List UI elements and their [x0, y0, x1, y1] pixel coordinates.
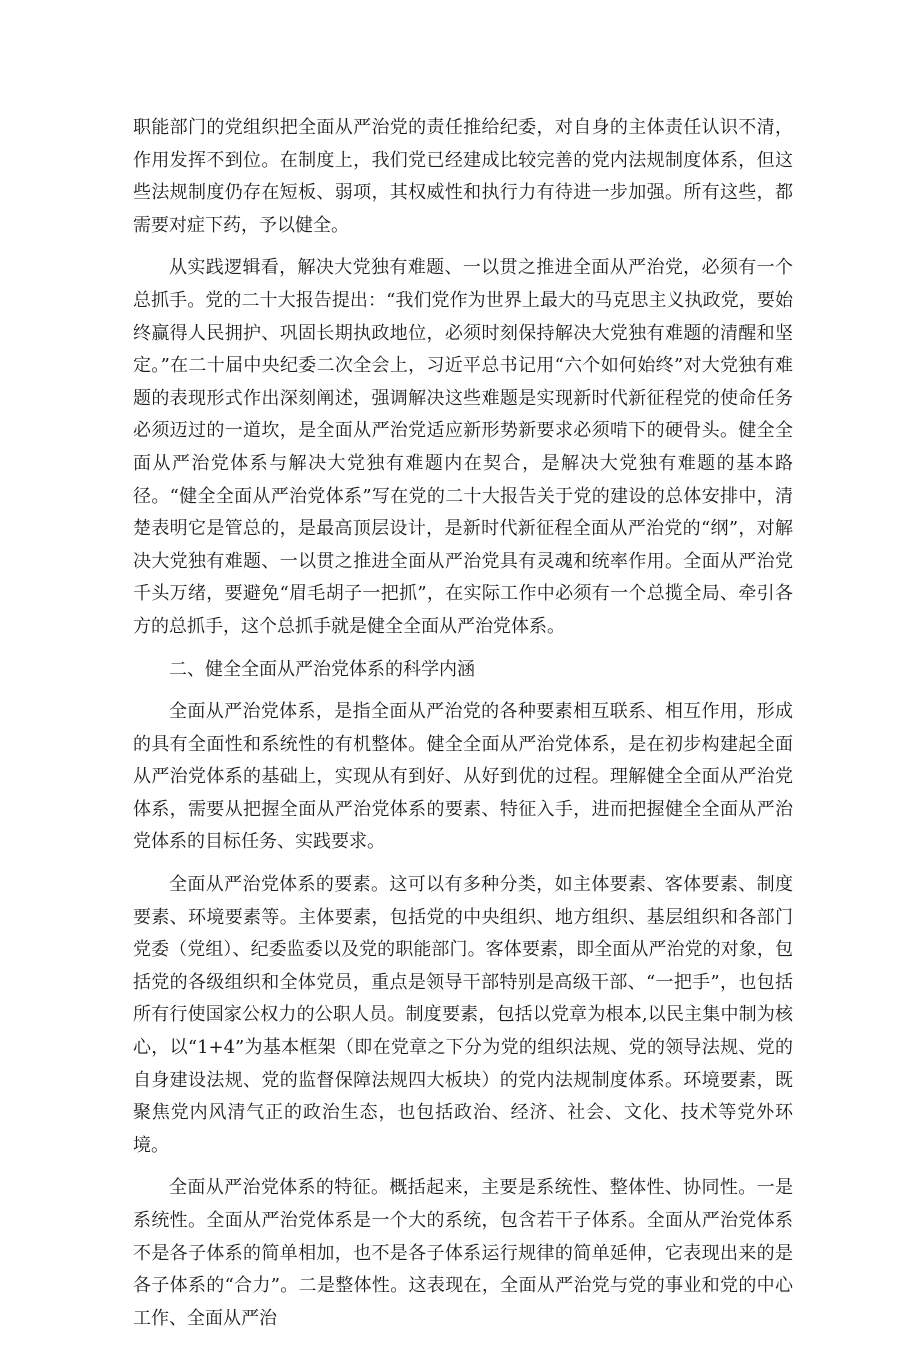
paragraph-elements: 全面从严治党体系的要素。这可以有多种分类，如主体要素、客体要素、制度要素、环境要素等。主体要素，包括党的中央组织、地方组织、基层组织和各部门党委（党组）、纪委监委以及党的职能部门。客体要素，即全面从严治党的对象，包括党的各级组织和全体党员，重点是领导干部特别是高级干部、“一把手”，也包括所有行使国家公权力的公职人员。制度要素，包括以党章为根本,以民主集中制为核心，以“1+4”为基本框架（即在党章之下分为党的组织法规、党的领导法规、党的自身建设法规、党的监督保障法规四大板块）的党内法规制度体系。环境要素，既聚焦党内风清气正的政治生态，也包括政治、经济、社会、文化、技术等党外环境。 — [133, 874, 793, 1156]
document-page — [133, 112, 793, 1345]
paragraph-continued: 职能部门的党组织把全面从严治党的责任推给纪委，对自身的主体责任认识不清，作用发挥不到位。在制度上，我们党已经建成比较完善的党内法规制度体系，但这些法规制度仍存在短板、弱项，其权威性和执行力有待进一步加强。所有这些，都需要对症下药，予以健全。 — [133, 117, 793, 236]
paragraph-features: 全面从严治党体系的特征。概括起来，主要是系统性、整体性、协同性。一是系统性。全面从严治党体系是一个大的系统，包含若干子体系。全面从严治党体系不是各子体系的简单相加，也不是各子体系运行规律的简单延伸，它表现出来的是各子体系的“合力”。二是整体性。这表现在，全面从严治党与党的事业和党的中心工作、全面从严治 — [133, 1177, 793, 1329]
section-heading: 二、健全全面从严治党体系的科学内涵 — [169, 658, 475, 680]
paragraph-definition: 全面从严治党体系，是指全面从严治党的各种要素相互联系、相互作用，形成的具有全面性和系统性的有机整体。健全全面从严治党体系，是在初步构建起全面从严治党体系的基础上，实现从有到好、从好到优的过程。理解健全全面从严治党体系，需要从把握全面从严治党体系的要素、特征入手，进而把握健全全面从严治党体系的目标任务、实践要求。 — [133, 701, 793, 853]
paragraph-practice-logic: 从实践逻辑看，解决大党独有难题、一以贯之推进全面从严治党，必须有一个总抓手。党的二十大报告提出：“我们党作为世界上最大的马克思主义执政党，要始终赢得人民拥护、巩固长期执政地位，必须时刻保持解决大党独有难题的清醒和坚定。”在二十届中央纪委二次全会上，习近平总书记用“六个如何始终”对大党独有难题的表现形式作出深刻阐述，强调解决这些难题是实现新时代新征程党的使命任务必须迈过的一道坎，是全面从严治党适应新形势新要求必须啃下的硬骨头。健全全面从严治党体系与解决大党独有难题内在契合，是解决大党独有难题的基本路径。“健全全面从严治党体系”写在党的二十大报告关于党的建设的总体安排中，清楚表明它是管总的，是最高顶层设计，是新时代新征程全面从严治党的“纲”，对解决大党独有难题、一以贯之推进全面从严治党具有灵魂和统率作用。全面从严治党千头万绪，要避免“眉毛胡子一把抓”，在实际工作中必须有一个总揽全局、牵引各方的总抓手，这个总抓手就是健全全面从严治党体系。 — [133, 257, 793, 637]
